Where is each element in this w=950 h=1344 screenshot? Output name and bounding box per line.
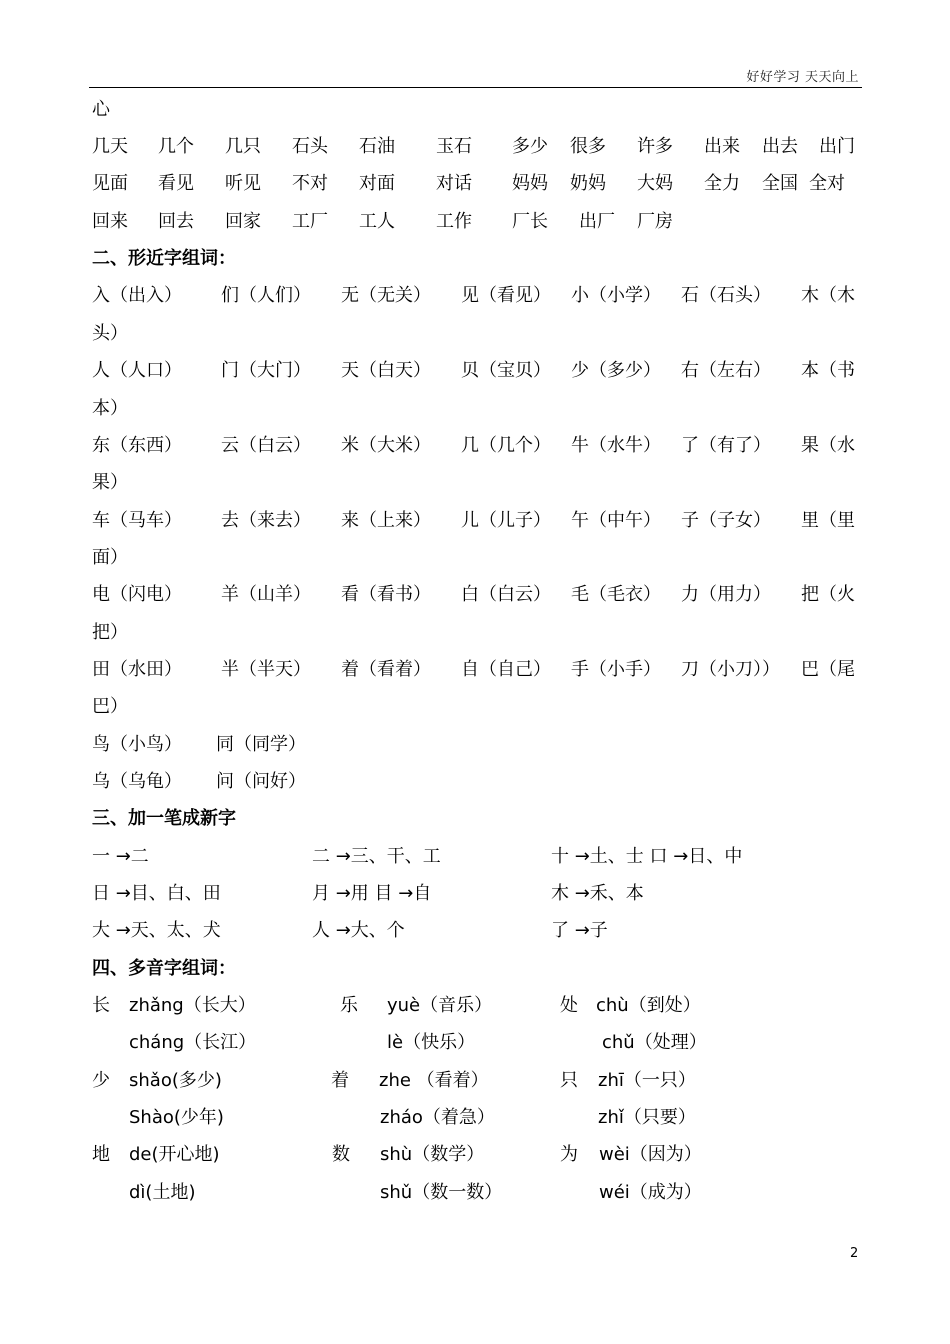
word-entry: 本）: [92, 398, 128, 419]
pinyin-word: zhǐ（只要）: [598, 1107, 696, 1128]
polyphone-char: 数: [332, 1144, 350, 1165]
polyphone-char: 地: [92, 1144, 110, 1165]
pinyin-word: yuè（音乐）: [387, 995, 493, 1016]
word-entry: 午（中午）: [571, 510, 661, 531]
word: 妈妈: [512, 173, 548, 194]
word-entry: 手（小手）: [571, 659, 661, 680]
polyphone-row: [92, 992, 872, 1029]
word-entry: 同（同学）: [216, 734, 306, 755]
word-entry: 车（马车）: [92, 510, 182, 531]
polyphone-row: [92, 1104, 872, 1141]
word: 很多: [570, 136, 606, 157]
pinyin-word: zháo（着急）: [380, 1107, 495, 1128]
similar-char-row: [92, 432, 872, 469]
section1-word-row: [92, 133, 872, 170]
word: 回来: [92, 211, 128, 232]
stroke-entry: 了 →子: [551, 920, 608, 941]
word-entry: 小（小学）: [571, 285, 661, 306]
word-entry: 少（多少）: [571, 360, 661, 381]
word: 多少: [512, 136, 548, 157]
add-stroke-row: [92, 917, 872, 954]
word-entry: 巴）: [92, 696, 128, 717]
similar-char-row-wrap: [92, 395, 872, 432]
similar-char-row: [92, 581, 872, 618]
stroke-entry: 日 →目、白、田: [92, 883, 221, 904]
word-entry: 面）: [92, 547, 128, 568]
word-entry: 子（子女）: [681, 510, 771, 531]
header-motto: 好好学习 天天向上: [746, 70, 859, 85]
stroke-entry: 十 →土、士 口 →日、中: [551, 846, 743, 867]
word: 厂房: [637, 211, 673, 232]
word: 石头: [292, 136, 328, 157]
polyphone-char: 乐: [340, 995, 358, 1016]
pinyin-word: dì(土地): [129, 1182, 196, 1203]
word-entry: 果（水: [801, 435, 855, 456]
page-number: 2: [850, 1246, 859, 1261]
word-entry: 们（人们）: [221, 285, 311, 306]
stroke-entry: 木 →禾、本: [551, 883, 644, 904]
word-entry: 问（问好）: [216, 771, 306, 792]
pinyin-word: Shào(少年): [129, 1107, 224, 1128]
word-entry: 本（书: [801, 360, 855, 381]
word-entry: 东（东西）: [92, 435, 182, 456]
pinyin-word: cháng（长江）: [129, 1032, 257, 1053]
word-entry: 巴（尾: [801, 659, 855, 680]
polyphone-char: 为: [560, 1144, 578, 1165]
stroke-entry: 大 →天、太、犬: [92, 920, 221, 941]
word-entry: 鸟（小鸟）: [92, 734, 182, 755]
word: 奶妈: [570, 173, 606, 194]
similar-char-row-wrap: [92, 544, 872, 581]
section-heading: 三、加一笔成新字: [92, 808, 236, 829]
section-heading: 二、形近字组词：: [92, 248, 236, 269]
similar-char-row: [92, 507, 872, 544]
word: 出门: [819, 136, 855, 157]
word-entry: 石（石头）: [681, 285, 771, 306]
word-entry: 无（无关）: [341, 285, 431, 306]
word: 厂长: [512, 211, 548, 232]
similar-char-row: [92, 357, 872, 394]
polyphone-char: 处: [560, 995, 578, 1016]
word: 石油: [359, 136, 395, 157]
section-heading: 四、多音字组词：: [92, 958, 236, 979]
word-entry: 右（左右）: [681, 360, 771, 381]
pinyin-word: shǔ（数一数）: [380, 1182, 503, 1203]
word-entry: 见（看见）: [461, 285, 551, 306]
word-entry: 头）: [92, 323, 128, 344]
add-stroke-row: [92, 843, 872, 880]
similar-char-row-wrap: [92, 619, 872, 656]
polyphone-row: [92, 1141, 872, 1178]
similar-char-row: [92, 656, 872, 693]
stroke-entry: 月 →用 目 →自: [312, 883, 432, 904]
polyphone-char: 少: [92, 1070, 110, 1091]
word: 回家: [225, 211, 261, 232]
polyphone-char: 长: [92, 995, 110, 1016]
pinyin-word: zhǎng（长大）: [129, 995, 256, 1016]
word: 全力: [704, 173, 740, 194]
pinyin-word: wéi（成为）: [599, 1182, 702, 1203]
word: 出来: [704, 136, 740, 157]
word-entry: 果）: [92, 472, 128, 493]
word-entry: 几（几个）: [461, 435, 551, 456]
similar-char-row-wrap: [92, 469, 872, 506]
similar-char-row-wrap: [92, 320, 872, 357]
word-entry: 了（有了）: [681, 435, 771, 456]
word-entry: 田（水田）: [92, 659, 182, 680]
word-entry: 自（自己）: [461, 659, 551, 680]
word-entry: 把）: [92, 622, 128, 643]
word-entry: 乌（乌龟）: [92, 771, 182, 792]
word-entry: 天（白天）: [341, 360, 431, 381]
word: 工作: [436, 211, 472, 232]
pinyin-word: shǎo(多少): [129, 1070, 222, 1091]
word-entry: 米（大米）: [341, 435, 431, 456]
polyphone-row: [92, 1179, 872, 1216]
section1-word-row: [92, 208, 872, 245]
polyphone-row: [92, 1067, 872, 1104]
word: 见面: [92, 173, 128, 194]
polyphone-char: 只: [560, 1070, 578, 1091]
word-entry: 门（大门）: [221, 360, 311, 381]
word-entry: 半（半天）: [221, 659, 311, 680]
pinyin-word: lè（快乐）: [387, 1032, 476, 1053]
word: 工厂: [292, 211, 328, 232]
stroke-entry: 人 →大、个: [312, 920, 405, 941]
word: 出去: [762, 136, 798, 157]
word-entry: 里（里: [801, 510, 855, 531]
word-entry: 来（上来）: [341, 510, 431, 531]
similar-char-row: [92, 731, 872, 768]
word-entry: 白（白云）: [461, 584, 551, 605]
polyphone-char: 着: [331, 1070, 349, 1091]
word-entry: 把（火: [801, 584, 855, 605]
word-entry: 入（出入）: [92, 285, 182, 306]
word: 几个: [158, 136, 194, 157]
word: 回去: [158, 211, 194, 232]
pinyin-word: chǔ（处理）: [602, 1032, 707, 1053]
word: 对话: [436, 173, 472, 194]
word-entry: 去（来去）: [221, 510, 311, 531]
word: 听见: [225, 173, 261, 194]
polyphone-row: [92, 1029, 872, 1066]
word: 玉石: [436, 136, 472, 157]
word: 几天: [92, 136, 128, 157]
word: 工人: [359, 211, 395, 232]
pinyin-word: chù（到处）: [596, 995, 701, 1016]
word: 几只: [225, 136, 261, 157]
similar-char-row-wrap: [92, 693, 872, 730]
similar-char-row: [92, 768, 872, 805]
word: 全对: [809, 173, 845, 194]
word-entry: 羊（山羊）: [221, 584, 311, 605]
section1-word-row: [92, 170, 872, 207]
word-entry: 着（看着）: [341, 659, 431, 680]
word-entry: 牛（水牛）: [571, 435, 661, 456]
word: 不对: [292, 173, 328, 194]
word-entry: 儿（儿子）: [461, 510, 551, 531]
word-entry: 贝（宝贝）: [461, 360, 551, 381]
word-entry: 人（人口）: [92, 360, 182, 381]
header-divider: [89, 87, 862, 88]
word: 出厂: [579, 211, 615, 232]
word-entry: 木（木: [801, 285, 855, 306]
word-entry: 刀（小刀））: [681, 659, 780, 680]
word: 心: [92, 99, 110, 120]
word: 看见: [158, 173, 194, 194]
word-entry: 电（闪电）: [92, 584, 182, 605]
pinyin-word: zhī（一只）: [598, 1070, 696, 1091]
similar-char-row: [92, 282, 872, 319]
word-entry: 云（白云）: [221, 435, 311, 456]
word-entry: 毛（毛衣）: [571, 584, 661, 605]
pinyin-word: zhe （看着）: [379, 1070, 489, 1091]
word-entry: 力（用力）: [681, 584, 771, 605]
word-entry: 看（看书）: [341, 584, 431, 605]
word: 许多: [637, 136, 673, 157]
pinyin-word: wèi（因为）: [599, 1144, 702, 1165]
stroke-entry: 二 →三、干、工: [312, 846, 441, 867]
word: 全国: [762, 173, 798, 194]
stroke-entry: 一 →二: [92, 846, 149, 867]
add-stroke-row: [92, 880, 872, 917]
word: 大妈: [637, 173, 673, 194]
pinyin-word: de(开心地): [129, 1144, 220, 1165]
word: 对面: [359, 173, 395, 194]
section1-continuation-line: [92, 96, 872, 133]
pinyin-word: shù（数学）: [380, 1144, 485, 1165]
